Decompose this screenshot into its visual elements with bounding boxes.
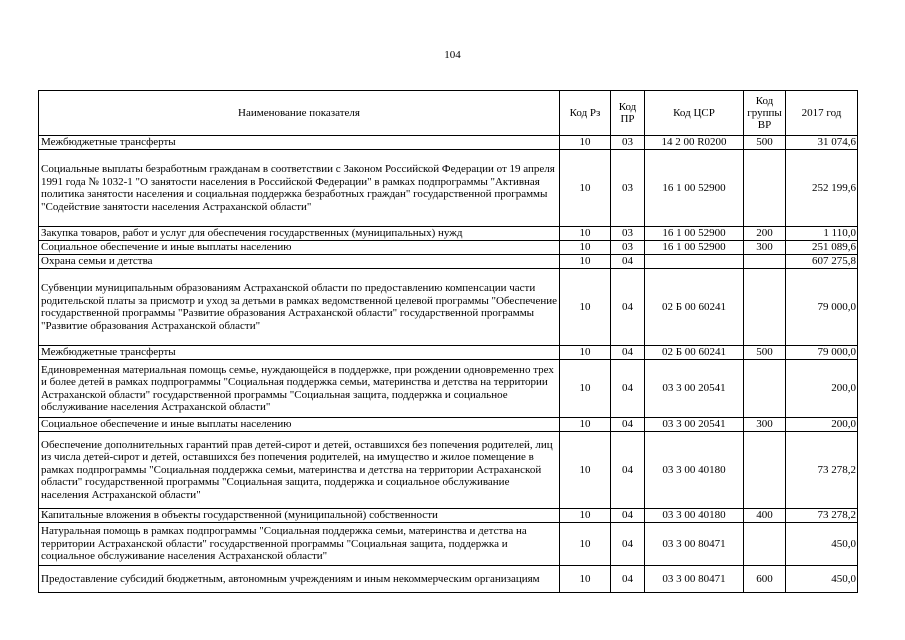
- row-amount: 73 278,2: [786, 432, 858, 509]
- row-rz: 10: [560, 150, 611, 227]
- row-vr: [744, 432, 786, 509]
- header-name: Наименование показателя: [39, 91, 560, 136]
- row-pr: 03: [611, 227, 645, 241]
- row-vr: [744, 255, 786, 269]
- table-row: [39, 509, 858, 523]
- row-name: Капитальные вложения в объекты государственной (муниципальной) собственности: [39, 509, 560, 523]
- header-csr: Код ЦСР: [645, 91, 744, 136]
- row-pr: 04: [611, 269, 645, 346]
- row-vr: 600: [744, 566, 786, 593]
- row-amount: 252 199,6: [786, 150, 858, 227]
- row-amount: 450,0: [786, 523, 858, 566]
- row-csr: 03 3 00 40180: [645, 509, 744, 523]
- header-vr: Код группы ВР: [744, 91, 786, 136]
- row-pr: 04: [611, 360, 645, 418]
- row-name: Социальное обеспечение и иные выплаты населению: [39, 418, 560, 432]
- row-csr: [645, 255, 744, 269]
- row-csr: 03 3 00 20541: [645, 360, 744, 418]
- table-row: [39, 566, 858, 593]
- row-name: Единовременная материальная помощь семье, нуждающейся в поддержке, при рождении одновременно трех и более детей в рамках подпрограммы "Социальная поддержка семьи, материнства и детства на территории Астраханской области" государственной программы "Социальная защита, поддержка и социальное обслуживание населения Астраханской области": [39, 360, 560, 418]
- row-name: Натуральная помощь в рамках подпрограммы "Социальная поддержка семьи, материнства и детства на территории Астраханской области" государственной программы "Социальная защита, поддержка и социальное обслуживание населения Астраханской области": [39, 523, 560, 566]
- table-row: [39, 227, 858, 241]
- row-csr: 16 1 00 52900: [645, 227, 744, 241]
- row-pr: 04: [611, 509, 645, 523]
- row-vr: 500: [744, 136, 786, 150]
- row-pr: 04: [611, 255, 645, 269]
- row-vr: 500: [744, 346, 786, 360]
- row-rz: 10: [560, 360, 611, 418]
- row-name: Обеспечение дополнительных гарантий прав детей-сирот и детей, оставшихся без попечения родителей, лиц из числа детей-сирот и детей, оставшихся без попечения родителей, на имущество и жилое помещение в рамках подпрограммы "Социальная поддержка семьи, материнства и детства на территории Астраханской области" государственной программы "Социальная защита, поддержка и социальное обслуживание населения Астраханской области": [39, 432, 560, 509]
- row-amount: 31 074,6: [786, 136, 858, 150]
- row-rz: 10: [560, 432, 611, 509]
- row-rz: 10: [560, 509, 611, 523]
- row-vr: [744, 150, 786, 227]
- row-rz: 10: [560, 566, 611, 593]
- row-rz: 10: [560, 346, 611, 360]
- row-pr: 04: [611, 566, 645, 593]
- row-pr: 04: [611, 418, 645, 432]
- table-row: [39, 346, 858, 360]
- budget-table: [38, 90, 858, 593]
- row-pr: 03: [611, 136, 645, 150]
- row-amount: 1 110,0: [786, 227, 858, 241]
- row-vr: [744, 269, 786, 346]
- row-name: Субвенции муниципальным образованиям Астраханской области по предоставлению компенсации части родительской платы за присмотр и уход за детьми в рамках ведомственной целевой программы "Обеспечение государственной программы "Развитие образования Астраханской области" государственной программы "Развитие образования Астраханской области": [39, 269, 560, 346]
- row-rz: 10: [560, 227, 611, 241]
- row-rz: 10: [560, 418, 611, 432]
- row-csr: 16 1 00 52900: [645, 241, 744, 255]
- row-amount: 79 000,0: [786, 269, 858, 346]
- row-vr: [744, 523, 786, 566]
- row-pr: 03: [611, 241, 645, 255]
- table-row: [39, 136, 858, 150]
- row-vr: [744, 360, 786, 418]
- row-name: Социальное обеспечение и иные выплаты населению: [39, 241, 560, 255]
- table-row: [39, 269, 858, 346]
- header-pr: Код ПР: [611, 91, 645, 136]
- table-row: [39, 255, 858, 269]
- header-row: [39, 91, 858, 136]
- row-name: Межбюджетные трансферты: [39, 346, 560, 360]
- row-pr: 04: [611, 346, 645, 360]
- row-pr: 04: [611, 432, 645, 509]
- header-year: 2017 год: [786, 91, 858, 136]
- row-vr: 300: [744, 241, 786, 255]
- table-row: [39, 150, 858, 227]
- row-csr: 02 Б 00 60241: [645, 346, 744, 360]
- page-number: 104: [444, 49, 461, 61]
- row-pr: 03: [611, 150, 645, 227]
- row-name: Предоставление субсидий бюджетным, автономным учреждениям и иным некоммерческим организациям: [39, 566, 560, 593]
- table-row: [39, 418, 858, 432]
- row-rz: 10: [560, 241, 611, 255]
- row-amount: 200,0: [786, 360, 858, 418]
- row-csr: 03 3 00 40180: [645, 432, 744, 509]
- row-name: Закупка товаров, работ и услуг для обеспечения государственных (муниципальных) нужд: [39, 227, 560, 241]
- table-row: [39, 432, 858, 509]
- row-name: Охрана семьи и детства: [39, 255, 560, 269]
- row-amount: 73 278,2: [786, 509, 858, 523]
- row-amount: 607 275,8: [786, 255, 858, 269]
- row-rz: 10: [560, 255, 611, 269]
- table-row: [39, 523, 858, 566]
- row-amount: 79 000,0: [786, 346, 858, 360]
- row-amount: 251 089,6: [786, 241, 858, 255]
- header-rz: Код Рз: [560, 91, 611, 136]
- row-vr: 300: [744, 418, 786, 432]
- row-name: Социальные выплаты безработным гражданам в соответствии с Законом Российской Федерации от 19 апреля 1991 года № 1032-1 "О занятости населения в Российской Федерации" в рамках подпрограммы "Активная политика занятости населения и социальная поддержка безработных граждан" государственной программы "Содействие занятости населения Астраханской области": [39, 150, 560, 227]
- row-amount: 200,0: [786, 418, 858, 432]
- row-vr: 200: [744, 227, 786, 241]
- row-amount: 450,0: [786, 566, 858, 593]
- row-csr: 03 3 00 80471: [645, 566, 744, 593]
- row-csr: 16 1 00 52900: [645, 150, 744, 227]
- row-vr: 400: [744, 509, 786, 523]
- row-pr: 04: [611, 523, 645, 566]
- row-csr: 14 2 00 R0200: [645, 136, 744, 150]
- table-row: [39, 241, 858, 255]
- row-rz: 10: [560, 269, 611, 346]
- row-rz: 10: [560, 136, 611, 150]
- row-csr: 03 3 00 80471: [645, 523, 744, 566]
- row-csr: 02 Б 00 60241: [645, 269, 744, 346]
- table-row: [39, 360, 858, 418]
- row-name: Межбюджетные трансферты: [39, 136, 560, 150]
- row-rz: 10: [560, 523, 611, 566]
- row-csr: 03 3 00 20541: [645, 418, 744, 432]
